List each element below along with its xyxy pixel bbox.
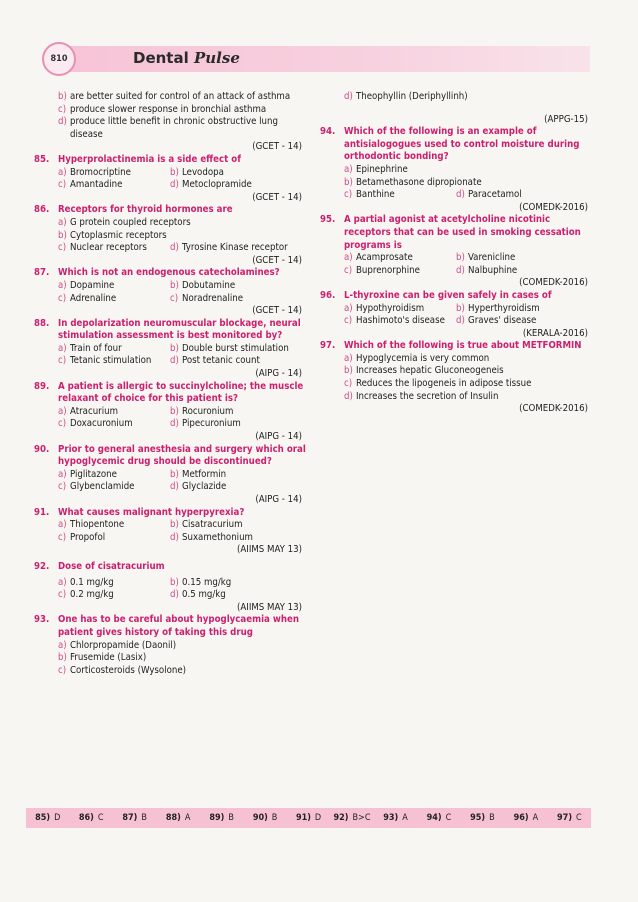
answer-value: A	[532, 813, 539, 823]
question-text: What causes malignant hyperpyrexia?	[58, 506, 245, 518]
question-source: (COMEDK-2016)	[519, 403, 588, 415]
option-text: G protein coupled receptors	[70, 216, 191, 228]
option-letter: a)	[58, 468, 67, 480]
option-letter: d)	[58, 116, 67, 128]
question-number: 92.	[34, 560, 50, 572]
question-97	[320, 340, 592, 416]
option-text: Hypothyroidism	[356, 302, 425, 314]
answer-item	[374, 813, 417, 823]
answer-item	[504, 813, 547, 823]
question-source: (APPG-15)	[544, 113, 588, 125]
answer-item	[417, 813, 460, 823]
option-text: Chlorpropamide (Daonil)	[70, 639, 177, 651]
answer-value: B>C	[352, 813, 371, 823]
question-source: (KERALA-2016)	[522, 327, 588, 339]
option-letter: a)	[58, 166, 67, 178]
option-text: Pipecuronium	[182, 418, 241, 430]
option-text: Increases the secretion of Insulin	[356, 390, 499, 402]
option-text: Atracurium	[70, 405, 118, 417]
option	[320, 177, 592, 190]
answer-value: C	[97, 813, 104, 823]
option-text: are better suited for control of an attack of asthma	[70, 91, 291, 102]
option-text: 0.5 mg/kg	[182, 589, 226, 601]
question-number: 90.	[34, 443, 50, 455]
answer-value: B	[271, 813, 278, 823]
question-text: Which of the following is true about METFORMIN	[344, 340, 582, 352]
question-text: Hyperprolactinemia is a side effect of	[58, 153, 241, 165]
question-text: In depolarization neuromuscular blockage, neural stimulation assessment is best monitored by?	[58, 317, 301, 342]
option	[320, 365, 592, 378]
option	[34, 116, 306, 129]
option-text: Varenicline	[468, 252, 516, 264]
question-source: (GCET - 14)	[252, 305, 302, 317]
option-text: Suxamethonium	[182, 531, 253, 543]
option-text: Dopamine	[70, 279, 115, 291]
option	[320, 378, 592, 391]
question-86	[34, 204, 306, 267]
option-text: Glybenclamide	[70, 481, 135, 493]
option-text: Rocuronium	[182, 405, 234, 417]
answer-question: 91)	[295, 813, 311, 823]
option-text: Amantadine	[70, 179, 123, 191]
option-letter: c)	[58, 292, 67, 304]
question-90	[34, 444, 306, 507]
option-text: Adrenaline	[70, 292, 117, 304]
option-text: Corticosteroids (Wysolone)	[70, 664, 187, 676]
option-letter: b)	[456, 252, 465, 264]
question-number: 86.	[34, 204, 50, 216]
option-letter: c)	[58, 531, 67, 543]
question-source: (GCET - 14)	[252, 141, 302, 153]
option-letter: b)	[344, 176, 353, 188]
question-text: One has to be careful about hypoglycaemia when patient gives history of taking this drug	[58, 614, 299, 638]
answer-question: 94)	[426, 813, 442, 823]
answer-question: 90)	[252, 813, 268, 823]
option-letter: d)	[170, 179, 179, 191]
question-93	[34, 614, 306, 677]
option-text: Double burst stimulation	[182, 342, 289, 354]
answer-value: C	[576, 813, 582, 823]
answer-item	[461, 813, 504, 823]
brand-script: Pulse	[193, 49, 240, 67]
question-number: 88.	[34, 317, 50, 329]
option-text: 0.15 mg/kg	[182, 576, 232, 588]
option-letter: c)	[58, 179, 67, 191]
option-text: Dobutamine	[182, 279, 236, 291]
question-number: 85.	[34, 153, 50, 165]
option-text: Doxacuronium	[70, 418, 133, 430]
option-letter: b)	[456, 302, 465, 314]
answer-value: C	[445, 813, 452, 823]
option-letter: b)	[58, 652, 67, 664]
option-letter: a)	[58, 576, 67, 588]
answer-item	[330, 813, 373, 823]
option-text: Reduces the lipogeneis in adipose tissue	[356, 378, 532, 390]
option-letter: a)	[344, 302, 353, 314]
option	[320, 353, 592, 366]
answer-question: 92)	[333, 813, 349, 823]
option-text: Levodopa	[182, 166, 224, 178]
option-letter: a)	[58, 216, 67, 228]
option-text: Hashimoto's disease	[356, 315, 445, 327]
question-number: 87.	[34, 267, 50, 279]
option	[34, 652, 306, 665]
question-number: 93.	[34, 614, 50, 626]
question-source: (COMEDK-2016)	[519, 201, 588, 213]
question-text: L-thyroxine can be given safely in cases of	[344, 289, 552, 301]
option-text: Acamprosate	[356, 252, 413, 264]
brand-title	[133, 49, 240, 67]
option-letter: d)	[344, 390, 353, 402]
question-number: 94.	[320, 126, 336, 138]
option	[320, 164, 592, 177]
option-letter: a)	[344, 352, 353, 364]
option-text: Bromocriptine	[70, 166, 131, 178]
option-letter: c)	[58, 664, 67, 676]
option-letter: d)	[170, 242, 179, 254]
question-source: (AIIMS MAY 13)	[237, 544, 302, 556]
option-continuation: disease	[70, 128, 103, 140]
option-letter: b)	[170, 468, 179, 480]
option-text: Piglitazone	[70, 468, 117, 480]
option-letter: c)	[344, 264, 353, 276]
option	[34, 104, 306, 117]
option-text: Post tetanic count	[182, 355, 260, 367]
option-text: Noradrenaline	[182, 292, 244, 304]
answer-question: 97)	[557, 813, 573, 823]
answer-value: A	[402, 813, 408, 823]
question-text: A patient is allergic to succinylcholine; the muscle relaxant of choice for this patient is?	[58, 380, 304, 405]
option-text: Increases hepatic Gluconeogeneis	[356, 365, 504, 377]
answer-item	[113, 813, 156, 823]
question-text: Prior to general anesthesia and surgery which oral hypoglycemic drug should be discontinued?	[58, 443, 306, 468]
option-letter: d)	[344, 91, 353, 102]
option-text: Cytoplasmic receptors	[70, 229, 167, 241]
question-source: (COMEDK-2016)	[519, 277, 588, 289]
question-source: (AIPG - 14)	[255, 494, 302, 505]
option-letter: c)	[58, 355, 67, 367]
option	[320, 391, 592, 404]
option-text: Propofol	[70, 531, 106, 543]
option-text: Graves' disease	[468, 315, 537, 327]
option-letter: d)	[456, 315, 465, 327]
answer-value: D	[314, 813, 322, 823]
option-text: produce little benefit in chronic obstructive lung	[70, 116, 278, 128]
question-94	[320, 126, 592, 214]
question-text: A partial agonist at acetylcholine nicotinic receptors that can be used in smoking cessation programs is	[344, 214, 581, 251]
answer-question: 87)	[122, 813, 138, 823]
option-text: Glyclazide	[182, 481, 227, 493]
carry-question	[34, 91, 306, 154]
question-text: Dose of cisatracurium	[58, 560, 165, 572]
option-letter: b)	[170, 279, 179, 291]
option-letter: b)	[170, 166, 179, 178]
answer-question: 95)	[470, 813, 486, 823]
option-text: Frusemide (Lasix)	[70, 652, 147, 664]
question-88	[34, 318, 306, 381]
option-text: Hypoglycemia is very common	[356, 352, 490, 364]
option-letter: d)	[170, 481, 179, 493]
question-source: (AIPG - 14)	[255, 431, 302, 443]
option-letter: a)	[58, 519, 67, 531]
option-text: Tyrosine Kinase receptor	[182, 242, 288, 254]
answer-question: 96)	[513, 813, 529, 823]
question-87	[34, 267, 306, 317]
option	[34, 230, 306, 243]
question-number: 96.	[320, 289, 336, 301]
question-text: Which is not an endogenous catecholamines?	[58, 267, 280, 279]
answer-item	[548, 813, 591, 823]
option-letter: a)	[344, 163, 353, 175]
option-text: Metoclopramide	[182, 179, 252, 191]
option-letter: d)	[170, 355, 179, 367]
option-letter: c)	[58, 589, 67, 601]
question-96	[320, 290, 592, 340]
option-letter: b)	[58, 229, 67, 241]
page-number: 810	[42, 42, 76, 76]
option-text: Nuclear receptors	[70, 242, 147, 254]
question-91	[34, 507, 306, 557]
option-text: Train of four	[70, 342, 122, 354]
question-text: Receptors for thyroid hormones are	[58, 204, 233, 216]
option-text: Tetanic stimulation	[70, 355, 152, 367]
answer-value: B	[228, 813, 234, 823]
question-source: (AIPG - 14)	[255, 368, 302, 380]
right-column	[320, 91, 592, 416]
option	[320, 91, 592, 104]
left-column	[34, 91, 306, 677]
option-letter: d)	[170, 418, 179, 430]
brand-main: Dental	[133, 49, 189, 67]
answer-question: 89)	[209, 813, 225, 823]
option-text: Epinephrine	[356, 163, 408, 175]
question-89	[34, 381, 306, 444]
option-letter: d)	[456, 189, 465, 201]
option-letter: c)	[344, 189, 353, 201]
option-text: Paracetamol	[468, 189, 522, 201]
option-letter: c)	[344, 378, 353, 390]
option-letter: c)	[170, 292, 179, 304]
option	[34, 91, 306, 104]
option-letter: b)	[58, 91, 67, 102]
option-text: Hyperthyroidism	[468, 302, 540, 314]
option	[34, 217, 306, 230]
option-text: 0.2 mg/kg	[70, 589, 114, 601]
option-letter: d)	[456, 264, 465, 276]
option-letter: b)	[170, 342, 179, 354]
option-text: Banthine	[356, 189, 395, 201]
option-letter: a)	[58, 342, 67, 354]
option-text: 0.1 mg/kg	[70, 576, 114, 588]
answer-question: 88)	[165, 813, 181, 823]
option-letter: b)	[344, 365, 353, 377]
answer-key	[26, 808, 591, 828]
option-letter: b)	[170, 576, 179, 588]
question-source: (GCET - 14)	[252, 254, 302, 266]
question-number: 89.	[34, 380, 50, 392]
answer-question: 93)	[383, 813, 399, 823]
option-letter: b)	[170, 519, 179, 531]
option-text: Nalbuphine	[468, 264, 518, 276]
answer-item	[26, 813, 69, 823]
option-letter: d)	[170, 589, 179, 601]
option-letter: c)	[58, 418, 67, 430]
question-85	[34, 154, 306, 204]
option-letter: c)	[58, 103, 67, 115]
option-text: Betamethasone dipropionate	[356, 176, 482, 188]
option-letter: a)	[344, 252, 353, 264]
answer-question: 85)	[35, 813, 51, 823]
option-text: Theophyllin (Deriphyllinh)	[356, 91, 468, 102]
answer-item	[200, 813, 243, 823]
question-number: 97.	[320, 340, 336, 352]
option-text: Cisatracurium	[182, 519, 243, 531]
answer-item	[287, 813, 330, 823]
option-text: Metformin	[182, 468, 227, 480]
answer-question: 86)	[78, 813, 94, 823]
option-letter: d)	[170, 531, 179, 543]
question-number: 91.	[34, 506, 50, 518]
option-letter: b)	[170, 405, 179, 417]
option-letter: c)	[344, 315, 353, 327]
option-letter: a)	[58, 639, 67, 651]
answer-item	[156, 813, 199, 823]
answer-value: A	[184, 813, 191, 823]
option-text: Thiopentone	[70, 519, 125, 531]
option-text: produce slower response in bronchial asthma	[70, 103, 267, 115]
question-92	[34, 561, 306, 614]
option-letter: a)	[58, 405, 67, 417]
answer-item	[69, 813, 112, 823]
question-text: Which of the following is an example of antisialogogues used to control moisture during orthodontic bonding?	[344, 126, 580, 163]
question-number: 95.	[320, 214, 336, 226]
answer-item	[243, 813, 286, 823]
option-letter: c)	[58, 242, 67, 254]
option-text: Buprenorphine	[356, 264, 420, 276]
option-letter: c)	[58, 481, 67, 493]
answer-value: D	[54, 813, 61, 823]
option	[34, 640, 306, 653]
question-source: (AIIMS MAY 13)	[237, 601, 302, 613]
header-band	[50, 46, 590, 72]
question-95	[320, 214, 592, 290]
question-source: (GCET - 14)	[252, 191, 302, 203]
option	[34, 665, 306, 678]
option-letter: a)	[58, 279, 67, 291]
answer-value: B	[141, 813, 147, 823]
answer-value: B	[489, 813, 495, 823]
